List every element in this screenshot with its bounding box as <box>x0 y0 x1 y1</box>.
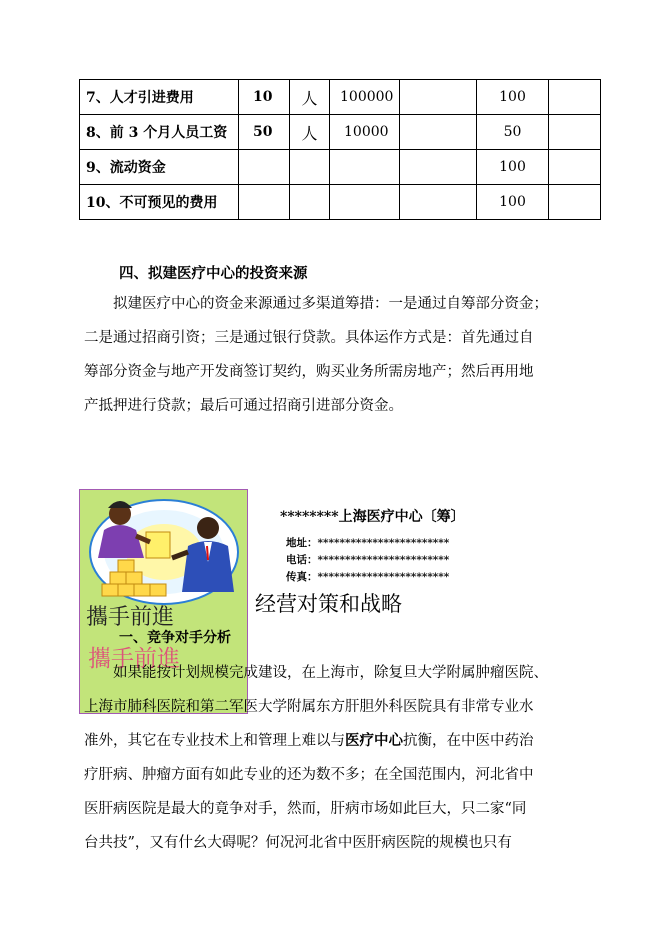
cell-total: 100 <box>477 185 549 220</box>
cell-qty: 50 <box>239 115 290 150</box>
cell-price <box>330 150 400 185</box>
cell-item: 8、前 3 个月人员工资 <box>80 115 239 150</box>
cell-price <box>330 185 400 220</box>
paragraph-line: 筹部分资金与地产开发商签订契约，购买业务所需房地产；然后再用地 <box>84 364 534 380</box>
cell-extra <box>549 115 601 150</box>
paragraph-investment-sources <box>84 287 600 423</box>
cell-total: 100 <box>477 150 549 185</box>
cell-item: 9、流动资金 <box>80 150 239 185</box>
letterhead-title: ********上海医疗中心〔筹〕 <box>280 509 465 525</box>
cell-qty <box>239 185 290 220</box>
cell-total: 50 <box>477 115 549 150</box>
cell-price: 10000 <box>330 115 400 150</box>
cell-extra <box>549 150 601 185</box>
cell-extra <box>549 185 601 220</box>
table-row <box>80 185 601 220</box>
letterhead-fax: 传真：************************ <box>286 571 450 583</box>
page-title: 经营对策和战略 <box>255 592 402 616</box>
cell-unit: 人 <box>290 115 330 150</box>
paragraph-competition <box>84 656 600 860</box>
paragraph-line: 产抵押进行贷款；最后可通过招商引进部分资金。 <box>84 398 403 414</box>
cell-blank <box>400 115 477 150</box>
cell-blank <box>400 185 477 220</box>
paragraph-line: 二是通过招商引资；三是通过银行贷款。具体运作方式是：首先通过自 <box>84 330 534 346</box>
paragraph-line: 拟建医疗中心的资金来源通过多渠道筹措：一是通过自筹部分资金； <box>113 296 548 312</box>
cell-item: 7、人才引进费用 <box>80 80 239 115</box>
table-row <box>80 115 601 150</box>
paragraph-line: 医肝病医院是最大的竟争对手，然而，肝病市场如此巨大，只二家“同 <box>84 801 527 817</box>
cell-unit: 人 <box>290 80 330 115</box>
paragraph-line: 台共技”，又有什幺大碍呢？何况河北省中医肝病医院的规模也只有 <box>84 835 512 851</box>
cell-price: 100000 <box>330 80 400 115</box>
table-row <box>80 80 601 115</box>
paragraph-line: 准外，其它在专业技术上和管理上难以与医疗中心抗衡，在中医中药治 <box>84 732 534 749</box>
cell-blank <box>400 80 477 115</box>
cell-qty: 10 <box>239 80 290 115</box>
table-row <box>80 150 601 185</box>
paragraph-line: 上海市肺科医院和第二军医大学附属东方肝胆外科医院具有非常专业水 <box>84 699 534 715</box>
clipart-caption-shadow: 攜手前進 <box>88 646 180 672</box>
section-heading: 四、拟建医疗中心的投资来源 <box>119 265 308 282</box>
cost-table <box>79 79 601 220</box>
letterhead-address: 地址：************************ <box>286 537 450 549</box>
cell-extra <box>549 80 601 115</box>
cell-unit <box>290 185 330 220</box>
cell-total: 100 <box>477 80 549 115</box>
cell-unit <box>290 150 330 185</box>
paragraph-line: 如果能按计划规模完成建设，在上海市，除复旦大学附属肿瘤医院、 <box>113 665 548 681</box>
section-heading: 一、竞争对手分析 <box>119 630 231 646</box>
clipart-caption: 攜手前進 <box>86 605 175 630</box>
letterhead-phone: 电话：************************ <box>286 554 450 566</box>
cell-qty <box>239 150 290 185</box>
cell-blank <box>400 150 477 185</box>
paragraph-line: 疗肝病、肿瘤方面有如此专业的还为数不多；在全国范围内，河北省中 <box>84 767 534 783</box>
cell-item: 10、不可预见的费用 <box>80 185 239 220</box>
